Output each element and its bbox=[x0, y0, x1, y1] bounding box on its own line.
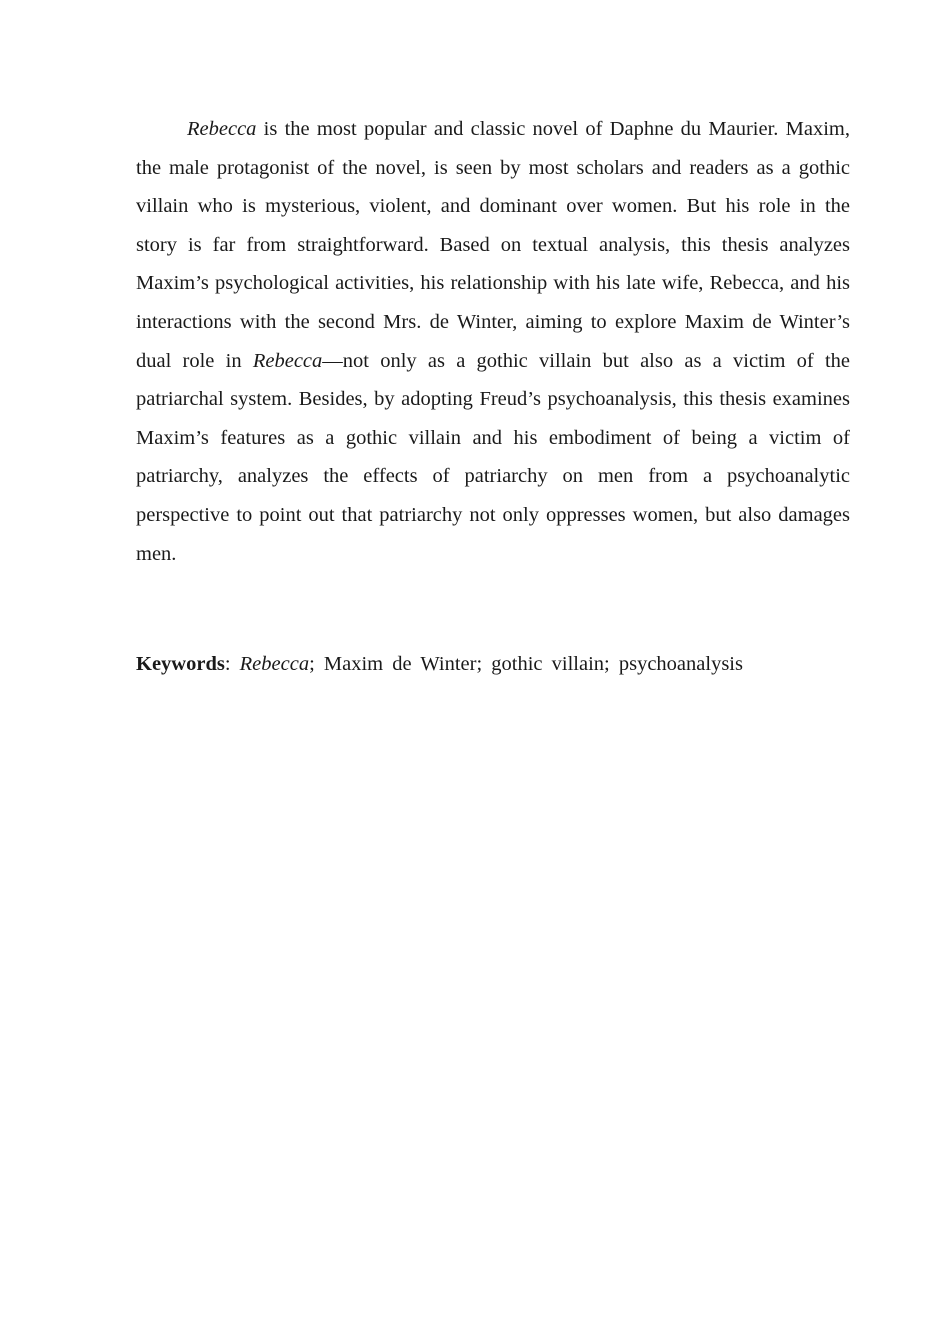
novel-title: Rebecca bbox=[187, 118, 257, 140]
keyword-item: Rebecca bbox=[239, 653, 310, 675]
keyword-item: psychoanalysis bbox=[618, 653, 743, 675]
abstract-paragraph bbox=[136, 110, 850, 573]
abstract-text-part-2: —not only as a gothic villain but also as a victim of the patriarchal system. Besides, by adopting Freud’s psychoanalysis, this thesis examines Maxim’s features as a gothic villain and his embodiment of being a victim of patriarchy, analyzes the effects of patriarchy on men from a psychoanalytic perspective to point out that patriarchy not only oppresses women, but also damages men. bbox=[136, 349, 850, 565]
keyword-item: Maxim de Winter bbox=[323, 653, 477, 675]
keyword-separator: ; bbox=[476, 653, 492, 675]
keywords-label: Keywords bbox=[136, 653, 225, 675]
keyword-item: gothic villain bbox=[491, 653, 605, 675]
keywords-line bbox=[136, 645, 850, 684]
keyword-separator: ; bbox=[604, 653, 619, 675]
keyword-separator: ; bbox=[309, 653, 324, 675]
novel-title: Rebecca bbox=[252, 349, 323, 372]
keywords-colon: : bbox=[224, 653, 240, 675]
abstract-text-part-1: is the most popular and classic novel of Daphne du Maurier. Maxim, the male protagonist of the novel, is seen by most scholars and readers as a gothic villain who is mysterious, violent, and dominant over women. But his role in the story is far from straightforward. Based on textual analysis, this thesis analyzes Maxim’s psychological activities, his relationship with his late wife, Rebecca, and his interactions with the second Mrs. de Winter, aiming to explore Maxim de Winter’s dual role in bbox=[136, 118, 850, 372]
